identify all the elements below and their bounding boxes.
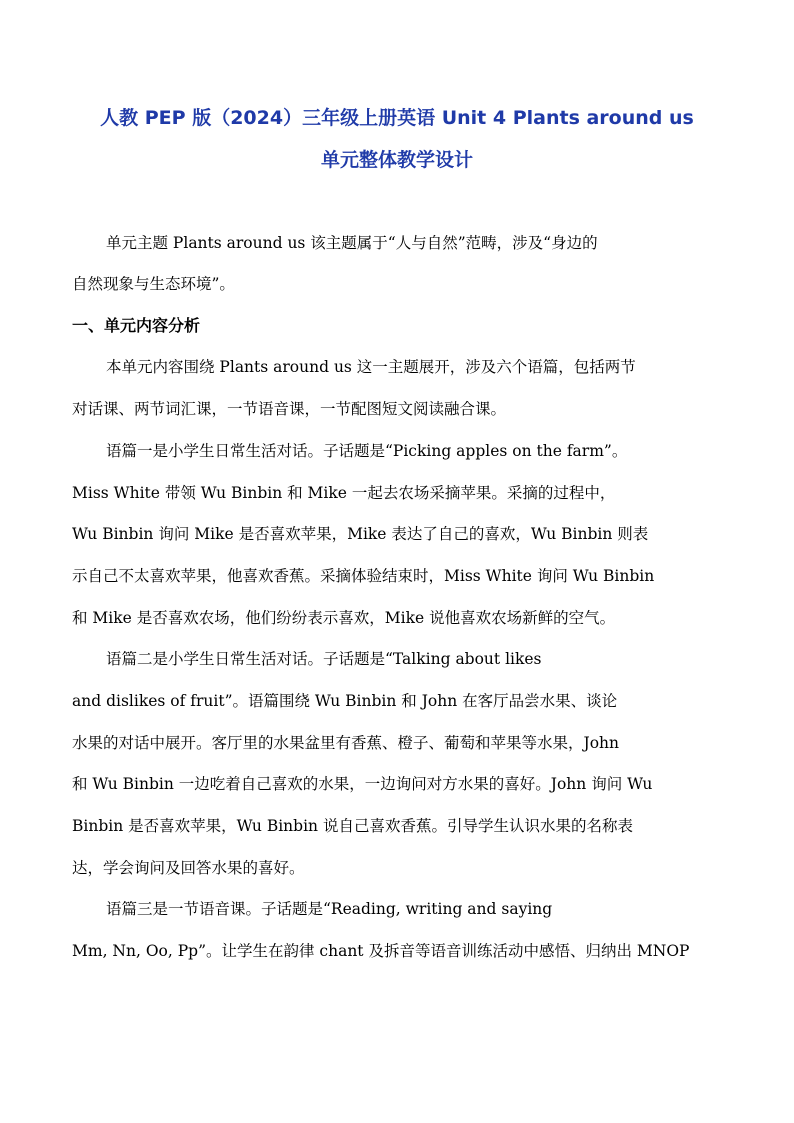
paragraph-line: 语篇一是小学生日常生活对话。子话题是“Picking apples on the farm”。 (106, 442, 628, 460)
paragraph-line: 和 Mike 是否喜欢农场，他们纷纷表示喜欢，Mike 说他喜欢农场新鲜的空气。 (72, 609, 616, 627)
paragraph-line: Binbin 是否喜欢苹果，Wu Binbin 说自己喜欢香蕉。引导学生认识水果的名称表 (72, 817, 633, 835)
paragraph-line: 本单元内容围绕 Plants around us 这一主题展开，涉及六个语篇，包括两节 (106, 358, 636, 376)
paragraph-line: Mm, Nn, Oo, Pp”。让学生在韵律 chant 及拆音等语音训练活动中感悟、归纳出 MNOP (72, 942, 690, 960)
paragraph-line: 达，学会询问及回答水果的喜好。 (72, 859, 305, 877)
paragraph-line: 语篇三是一节语音课。子话题是“Reading, writing and saying (106, 900, 553, 918)
document-title: 人教 PEP 版（2024）三年级上册英语 Unit 4 Plants around us (100, 107, 694, 129)
paragraph-line: 示自己不太喜欢苹果，他喜欢香蕉。采摘体验结束时，Miss White 询问 Wu Binbin (72, 567, 655, 585)
paragraph-line: Miss White 带领 Wu Binbin 和 Mike 一起去农场采摘苹果。采摘的过程中， (72, 484, 616, 502)
intro-line: 自然现象与生态环境”。 (72, 275, 235, 293)
paragraph-line: 和 Wu Binbin 一边吃着自己喜欢的水果，一边询问对方水果的喜好。John 询问 Wu (72, 775, 653, 793)
paragraph-line: and dislikes of fruit”。语篇围绕 Wu Binbin 和 John 在客厅品尝水果、谈论 (72, 692, 618, 710)
paragraph-line: 水果的对话中展开。客厅里的水果盆里有香蕉、橙子、葡萄和苹果等水果，John (72, 734, 620, 752)
paragraph-line: 语篇二是小学生日常生活对话。子话题是“Talking about likes (106, 650, 542, 668)
section-heading: 一、单元内容分析 (72, 316, 201, 335)
paragraph-line: 对话课、两节词汇课，一节语音课，一节配图短文阅读融合课。 (72, 400, 507, 418)
document-subtitle: 单元整体教学设计 (320, 149, 473, 171)
paragraph-line: Wu Binbin 询问 Mike 是否喜欢苹果，Mike 表达了自己的喜欢，Wu Binbin 则表 (72, 525, 649, 543)
intro-line: 单元主题 Plants around us 该主题属于“人与自然”范畴，涉及“身边的 (106, 234, 598, 252)
